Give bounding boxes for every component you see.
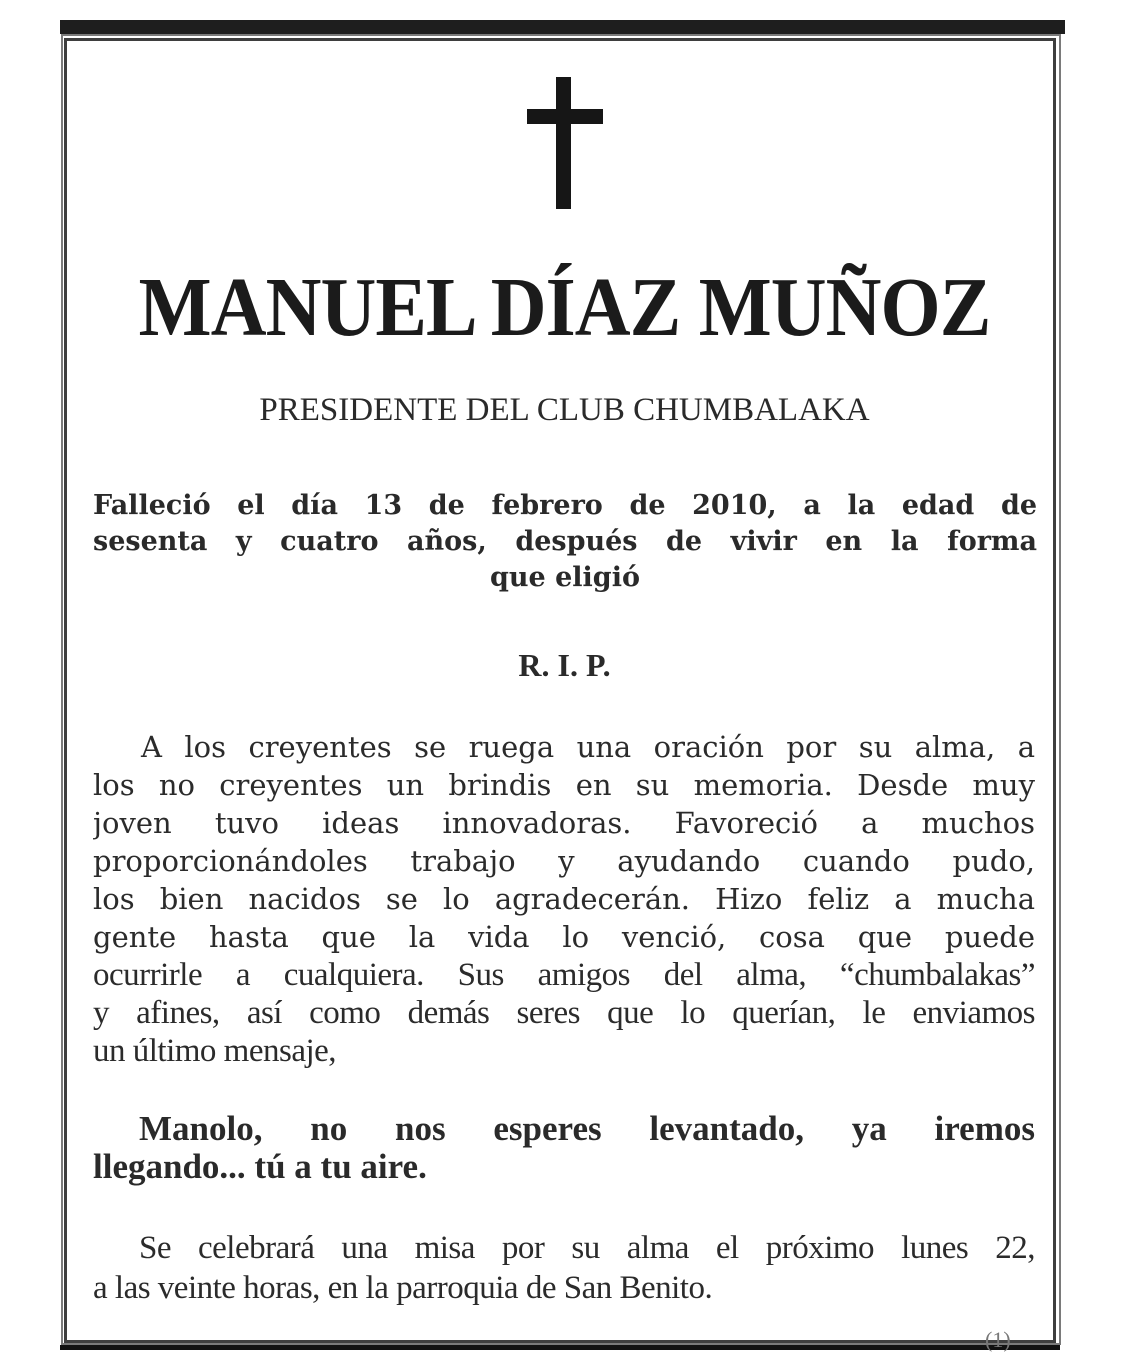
cross-vertical-beam <box>556 77 571 209</box>
body-line: proporcionándoles trabajo y ayudando cuando pudo, <box>93 844 1035 878</box>
farewell-line: Manolo, no nos esperes levantado, ya iremos <box>139 1109 1035 1148</box>
body-line: A los creyentes se ruega una oración por su alma, a <box>141 730 1035 764</box>
deceased-title: PRESIDENTE DEL CLUB CHUMBALAKA <box>259 392 870 428</box>
cross-icon <box>527 77 603 209</box>
body-line: los bien nacidos se lo agradecerán. Hizo feliz a mucha <box>93 882 1035 916</box>
deceased-name: MANUEL DÍAZ MUÑOZ <box>138 261 991 354</box>
mass-line: Se celebrará una misa por su alma el próximo lunes 22, <box>139 1230 1035 1266</box>
death-notice <box>93 488 1037 596</box>
frame-bottom-bar <box>60 1345 1060 1350</box>
body-line: joven tuvo ideas innovadoras. Favoreció a muchos <box>93 806 1035 840</box>
death-notice-line: Falleció el día 13 de febrero de 2010, a la edad de <box>93 490 1037 521</box>
mass-announcement <box>93 1228 1035 1308</box>
page-mark: (1) <box>985 1327 1011 1352</box>
body-line: y afines, así como demás seres que lo querían, le enviamos <box>93 995 1035 1031</box>
death-notice-line: sesenta y cuatro años, después de vivir en la forma <box>93 526 1037 557</box>
mass-line: a las veinte horas, en la parroquia de San Benito. <box>93 1270 713 1306</box>
body-line: los no creyentes un brindis en su memoria. Desde muy <box>93 768 1035 802</box>
frame-top-bar <box>60 20 1065 34</box>
farewell-message <box>93 1110 1035 1186</box>
body-line: ocurrirle a cualquiera. Sus amigos del alma, “chumbalakas” <box>93 957 1035 993</box>
obituary-body <box>93 728 1035 1070</box>
rip-heading: R. I. P. <box>518 647 611 683</box>
body-line: un último mensaje, <box>93 1033 337 1069</box>
cross-horizontal-beam <box>527 109 603 124</box>
farewell-line: llegando... tú a tu aire. <box>93 1147 427 1186</box>
body-line: gente hasta que la vida lo venció, cosa que puede <box>93 920 1035 954</box>
death-notice-line: que eligió <box>490 562 640 593</box>
